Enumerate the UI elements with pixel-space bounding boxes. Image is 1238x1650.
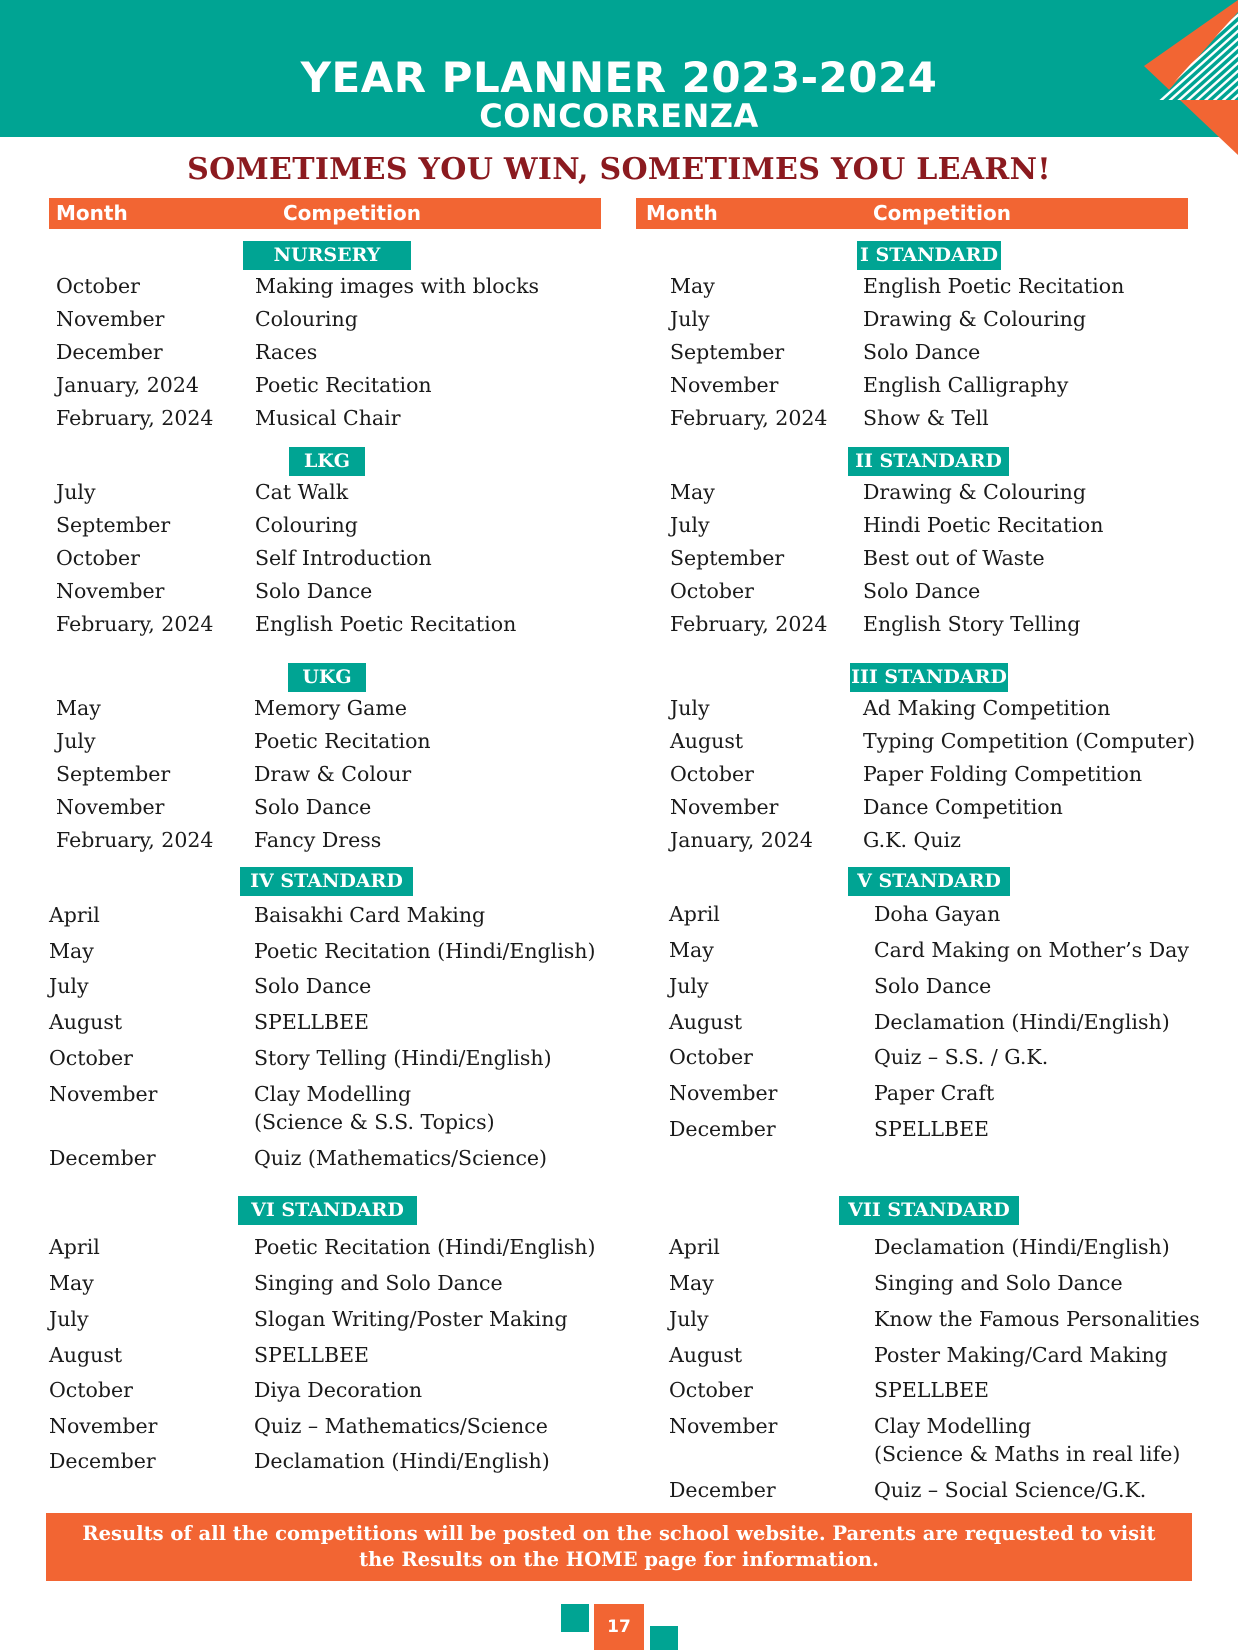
competition-column-label: Competition (283, 201, 421, 225)
section-badge-ukg: UKG (288, 663, 366, 692)
competition-column-label: Competition (873, 201, 1011, 225)
section-badge-v-standard: V STANDARD (848, 867, 1010, 896)
section-badge-lkg: LKG (289, 447, 365, 476)
left-column-header (49, 198, 601, 229)
results-notice-line-2: the Results on the HOME page for information. (359, 1548, 879, 1571)
section-badge-vii-standard: VII STANDARD (839, 1196, 1019, 1225)
month-column-label: Month (646, 201, 718, 225)
section-badge-vi-standard: VI STANDARD (238, 1196, 417, 1225)
section-badge-iii-standard: III STANDARD (850, 663, 1008, 692)
month-column-label: Month (56, 201, 128, 225)
page-number-decoration (650, 1626, 678, 1650)
corner-triangle-decoration (1088, 0, 1238, 155)
page-number-decoration (561, 1604, 589, 1632)
page-title: YEAR PLANNER 2023-2024 (300, 53, 938, 102)
section-badge-ii-standard: II STANDARD (848, 447, 1009, 476)
tagline: SOMETIMES YOU WIN, SOMETIMES YOU LEARN! (187, 152, 1051, 187)
section-badge-iv-standard: IV STANDARD (240, 867, 413, 896)
results-notice (46, 1513, 1192, 1581)
page-subtitle: CONCORRENZA (479, 97, 759, 135)
right-column-header (636, 198, 1188, 229)
results-notice-line-1: Results of all the competitions will be posted on the school website. Parents are requested to visit (82, 1522, 1156, 1545)
section-badge-nursery: NURSERY (243, 241, 411, 270)
page-number: 17 (594, 1604, 644, 1650)
section-badge-i-standard: I STANDARD (857, 241, 1001, 270)
